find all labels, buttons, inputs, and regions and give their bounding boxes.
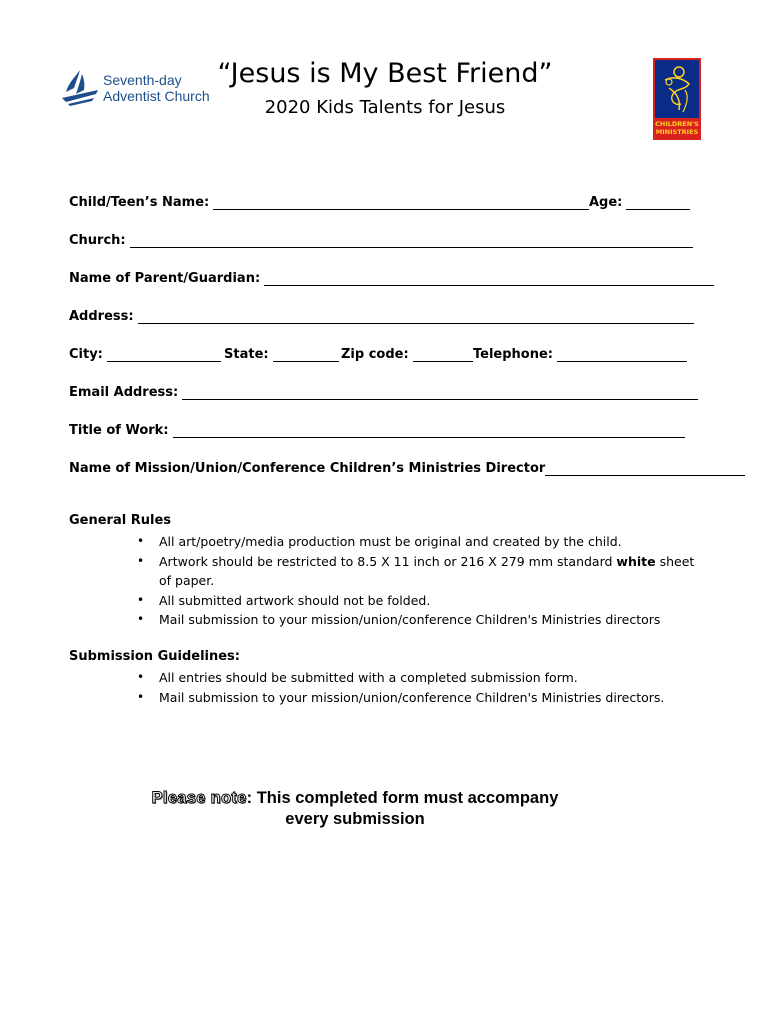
- submission-note: [0, 788, 710, 830]
- cm-logo-line1: CHILDREN'S: [655, 120, 699, 128]
- childrens-ministries-logo: [653, 58, 701, 140]
- bullet-icon: •: [137, 534, 145, 548]
- parent-field[interactable]: [264, 272, 714, 286]
- email-label: Email Address:: [69, 385, 179, 400]
- email-field[interactable]: [182, 386, 698, 400]
- list-item: • All art/poetry/media production must be original and created by the child.: [137, 532, 697, 552]
- city-label: City:: [69, 347, 103, 362]
- cm-logo-line2: MINISTRIES: [655, 128, 699, 136]
- title-field[interactable]: [173, 424, 685, 438]
- sda-logo-line2: Adventist Church: [103, 88, 210, 104]
- bullet-icon: •: [137, 553, 145, 568]
- city-field[interactable]: [107, 348, 221, 362]
- general-rules-section: [69, 513, 697, 630]
- state-label: State:: [224, 347, 269, 362]
- list-item: • All submitted artwork should not be folded.: [137, 591, 697, 611]
- age-row: [589, 190, 690, 210]
- director-field[interactable]: [545, 462, 745, 476]
- submission-heading: Submission Guidelines:: [69, 649, 240, 664]
- church-row: [69, 228, 693, 248]
- address-label: Address:: [69, 309, 134, 324]
- name-row: [69, 190, 589, 210]
- note-line2: every submission: [285, 810, 425, 828]
- page-title: “Jesus is My Best Friend”: [217, 58, 553, 89]
- director-label: Name of Mission/Union/Conference Children’s Ministries Director: [69, 461, 546, 476]
- age-field[interactable]: [626, 196, 690, 210]
- list-item: • All entries should be submitted with a completed submission form.: [137, 668, 697, 688]
- state-field[interactable]: [273, 348, 339, 362]
- bullet-icon: •: [137, 612, 145, 626]
- parent-row: [69, 266, 714, 286]
- children-figures-icon: [655, 60, 699, 120]
- bullet-icon: •: [137, 670, 145, 684]
- church-label: Church:: [69, 233, 126, 248]
- name-label: Child/Teen’s Name:: [69, 195, 210, 210]
- age-label: Age:: [589, 195, 623, 210]
- white-emphasis: white: [616, 553, 656, 569]
- name-field[interactable]: [213, 196, 589, 210]
- zip-field[interactable]: [413, 348, 473, 362]
- bullet-icon: •: [137, 592, 145, 607]
- title-label: Title of Work:: [69, 423, 169, 438]
- note-line1: : This completed form must accompany: [246, 789, 559, 807]
- title-row: [69, 418, 685, 438]
- state-row: [224, 342, 339, 362]
- page-subtitle: 2020 Kids Talents for Jesus: [264, 97, 506, 118]
- email-row: [69, 380, 698, 400]
- telephone-field[interactable]: [557, 348, 687, 362]
- address-row: [69, 304, 694, 324]
- zip-label: Zip code:: [341, 347, 409, 362]
- list-item: • Artwork should be restricted to 8.5 X 11 inch or 216 X 279 mm standard white sheet of paper.: [137, 553, 695, 588]
- list-item: • Mail submission to your mission/union/conference Children's Ministries directors: [137, 610, 697, 630]
- address-field[interactable]: [138, 310, 694, 324]
- director-row: [69, 456, 745, 476]
- church-field[interactable]: [130, 234, 693, 248]
- parent-label: Name of Parent/Guardian:: [69, 271, 261, 286]
- sda-logo-line1: Seventh-day: [103, 72, 182, 88]
- list-item: • Mail submission to your mission/union/conference Children's Ministries directors.: [137, 688, 697, 708]
- zip-row: [341, 342, 473, 362]
- telephone-label: Telephone:: [473, 347, 553, 362]
- bullet-icon: •: [137, 689, 145, 704]
- submission-guidelines-section: [69, 649, 697, 707]
- general-rules-heading: General Rules: [69, 513, 172, 528]
- telephone-row: [473, 342, 687, 362]
- please-note-emphasis: Please note: [151, 789, 247, 807]
- city-row: [69, 342, 221, 362]
